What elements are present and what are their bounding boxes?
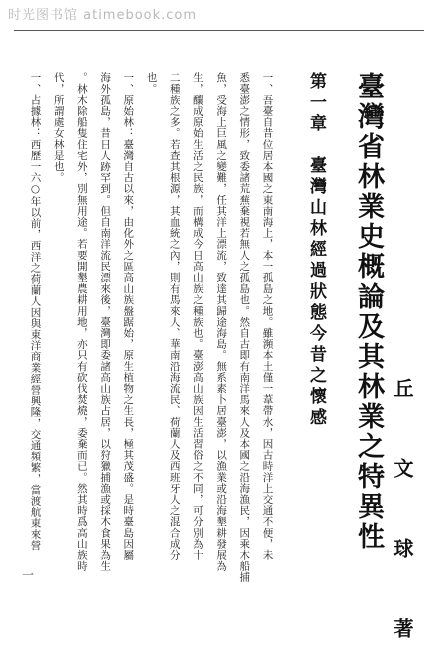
body-column: 。林木除船隻住宅外，別無用途。若要開墾農耕用地，亦只有砍伐焚燒，委棄而已。然其時爲高山族時 [75,72,88,572]
body-column: 一、占據林：西歷一六○年以前，西洋之荷蘭人因與東洋商業經營興隆，交通頻繁，當渡航東來營 [29,72,42,551]
body-column: 一、原始林：臺灣自古以來，由化外之區高山族盤踞始，原生植物之生長，極其茂盛。是時臺島因屬 [122,72,135,561]
page-number: 一 [22,568,35,582]
book-title: 臺灣省林業史概論及其林業之特異性 [353,72,384,552]
author-name: 丘 文 球 著 [390,378,414,656]
body-column: 代，所謂處女林是也。 [52,72,65,183]
body-column: 海外孤島，昔日人跡罕到。但自南洋流民漂來後，臺灣即委諸高山族占居，以狩獵捕漁或採木食果為生 [99,72,112,572]
body-column: 魚，受海上巨風之變難，任其洋上漂流，致達其歸途海島。無系素卜居臺澎，以漁業或沿海墾耕發展為 [215,72,228,572]
chapter-heading: 第一章 臺灣山林經過狀態今昔之懷感 [306,72,326,429]
body-column: 悉臺澎之情形，致委諸荒蕪棄視若無人之孤島也。然自古即有南洋馬來人及本國之沿海漁民，因乘木船捕 [238,72,251,583]
body-column: 二種族之多。若查其根源，其血統之內，則有馬來人、華南沿海流民、荷蘭人及西班牙人之混合成分 [168,72,181,561]
body-column: 一、吾臺自昔位居本國之東南海上，本一孤島之地。雖瀕本土僅一葦帶水，因古時洋上交通不便，未 [261,72,274,561]
page-frame-line [14,30,424,31]
body-column: 生，釀成原始生活之民族，而構成今日高山族之種族也。臺澎高山族因生活習俗之不同，可分別為十 [191,72,204,561]
body-column: 也。 [145,72,158,95]
watermark-text: 时光图书馆 atimebook.com [8,8,198,23]
